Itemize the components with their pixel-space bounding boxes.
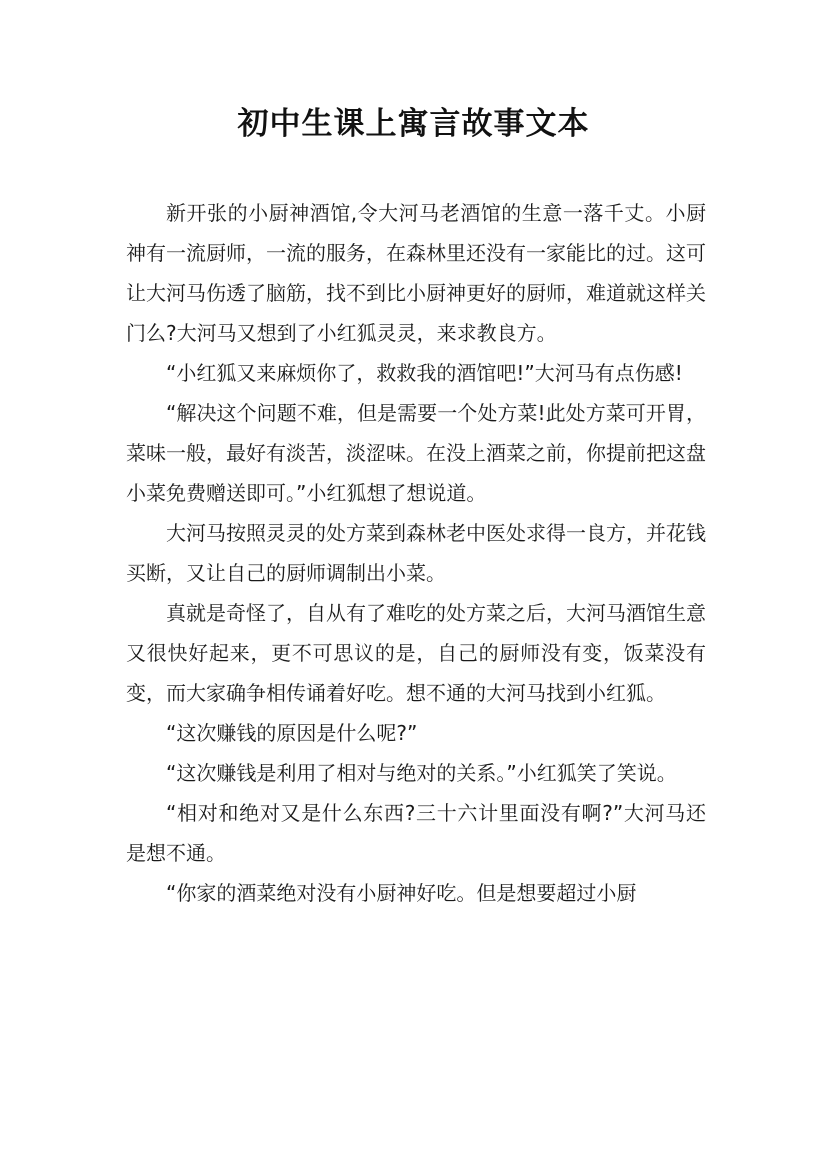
paragraph: “这次赚钱是利用了相对与绝对的关系。”小红狐笑了笑说。 [166,761,677,785]
paragraph: “解决这个问题不难，但是需要一个处方菜!此处方菜可开胃，菜味一般，最好有淡苦，淡涩味。在没上酒菜之前，你提前把这盘小菜免费赠送即可。”小红狐想了想说道。 [126,401,706,505]
paragraph: “小红狐又来麻烦你了，救救我的酒馆吧!”大河马有点伤感! [166,361,683,385]
paragraph: 大河马按照灵灵的处方菜到森林老中医处求得一良方，并花钱买断，又让自己的厨师调制出小菜。 [126,521,706,585]
paragraph: “你家的酒菜绝对没有小厨神好吃。但是想要超过小厨 [166,881,637,905]
paragraph: 新开张的小厨神酒馆,令大河马老酒馆的生意一落千丈。小厨神有一流厨师，一流的服务，在森林里还没有一家能比的过。这可让大河马伤透了脑筋，找不到比小厨神更好的厨师，难道就这样关门么?大河马又想到了小红狐灵灵，来求教良方。 [126,201,706,345]
document-body [126,193,706,913]
paragraph: “相对和绝对又是什么东西?三十六计里面没有啊?”大河马还是想不通。 [126,801,706,865]
paragraph: 真就是奇怪了，自从有了难吃的处方菜之后，大河马酒馆生意又很快好起来，更不可思议的是，自己的厨师没有变，饭菜没有变，而大家确争相传诵着好吃。想不通的大河马找到小红狐。 [126,601,706,705]
paragraph: “这次赚钱的原因是什么呢?” [166,721,418,745]
document-title: 初中生课上寓言故事文本 [237,106,590,142]
